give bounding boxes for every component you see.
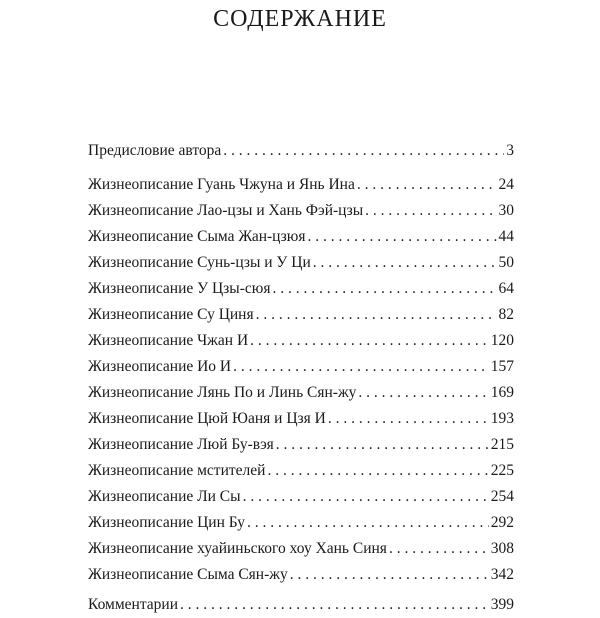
table-of-contents (88, 138, 514, 618)
toc-entry-title: Жизнеописание Гуань Чжуна и Янь Ина (88, 176, 355, 193)
toc-entry-page: 64 (498, 280, 514, 297)
toc-entry-page: 50 (498, 254, 514, 271)
dot-leader (358, 380, 488, 406)
toc-entry-page: 157 (490, 358, 514, 375)
toc-entry-title: Жизнеописание мстителей (88, 462, 266, 479)
toc-entry-title: Жизнеописание Цин Бу (88, 514, 246, 531)
toc-entry (88, 458, 514, 484)
toc-entry-title: Комментарии (88, 596, 178, 613)
toc-entry-title: Жизнеописание Лянь По и Линь Сян-жу (88, 384, 357, 401)
toc-entry-page: 254 (490, 488, 514, 505)
page-title: СОДЕРЖАНИЕ (213, 6, 387, 32)
toc-entry (88, 276, 514, 302)
toc-entry (88, 536, 514, 562)
toc-entry-page: 342 (490, 566, 514, 583)
dot-leader (180, 592, 489, 618)
toc-entry-title: Жизнеописание Люй Бу-вэя (88, 436, 274, 453)
toc-entry-title: Жизнеописание Сунь-цзы и У Ци (88, 254, 311, 271)
dot-leader (276, 432, 489, 458)
toc-entry (88, 484, 514, 510)
toc-entry-page: 120 (490, 332, 514, 349)
dot-leader (307, 224, 496, 250)
toc-entry (88, 328, 514, 354)
toc-entry-title: Жизнеописание Сыма Сян-жу (88, 566, 288, 583)
toc-entry-page: 30 (498, 202, 514, 219)
toc-entry-page: 225 (490, 462, 514, 479)
toc-entry-title: Жизнеописание У Цзы-сюя (88, 280, 271, 297)
dot-leader (357, 172, 497, 198)
toc-entry-page: 24 (498, 176, 514, 193)
dot-leader (313, 250, 497, 276)
dot-leader (250, 328, 489, 354)
dot-leader (243, 484, 489, 510)
toc-entry (88, 592, 514, 618)
dot-leader (233, 354, 489, 380)
toc-entry-page: 3 (506, 142, 514, 159)
toc-entry-page: 399 (490, 596, 514, 613)
toc-entry-title: Жизнеописание Чжан И (88, 332, 249, 349)
toc-entry (88, 510, 514, 536)
toc-entry-title: Предисловие автора (88, 142, 222, 159)
toc-entry-title: Жизнеописание Ли Сы (88, 488, 241, 505)
toc-entry-page: 169 (490, 384, 514, 401)
toc-entry-title: Жизнеописание Цюй Юаня и Цзя И (88, 410, 326, 427)
dot-leader (365, 198, 496, 224)
toc-entry (88, 380, 514, 406)
toc-entry-page: 193 (490, 410, 514, 427)
toc-entry (88, 172, 514, 198)
toc-entry-title: Жизнеописание Ио И (88, 358, 232, 375)
toc-entry (88, 406, 514, 432)
dot-leader (328, 406, 489, 432)
toc-entry-page: 44 (498, 228, 514, 245)
toc-entry (88, 138, 514, 164)
dot-leader (272, 276, 496, 302)
toc-entry-page: 292 (490, 514, 514, 531)
toc-entry (88, 354, 514, 380)
dot-leader (389, 536, 489, 562)
dot-leader (223, 138, 504, 164)
toc-entry (88, 562, 514, 588)
dot-leader (290, 562, 489, 588)
toc-entry-page: 308 (490, 540, 514, 557)
dot-leader (247, 510, 489, 536)
dot-leader (256, 302, 497, 328)
toc-entry-title: Жизнеописание Су Циня (88, 306, 254, 323)
toc-entry-title: Жизнеописание хуайиньского хоу Хань Синя (88, 540, 387, 557)
dot-leader (267, 458, 488, 484)
toc-entry-title: Жизнеописание Сыма Жан-цзюя (88, 228, 306, 245)
toc-entry-page: 215 (490, 436, 514, 453)
toc-entry (88, 432, 514, 458)
toc-entry-page: 82 (498, 306, 514, 323)
toc-entry (88, 198, 514, 224)
toc-entry (88, 250, 514, 276)
toc-entry-title: Жизнеописание Лао-цзы и Хань Фэй-цзы (88, 202, 364, 219)
toc-entry (88, 224, 514, 250)
toc-entry (88, 302, 514, 328)
